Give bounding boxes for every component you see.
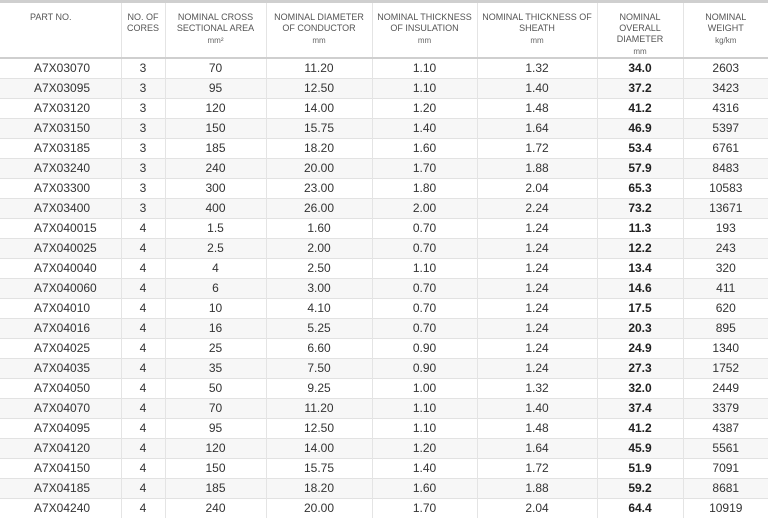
cell-cores: 3 — [121, 79, 165, 99]
cell-cross-section: 300 — [165, 179, 266, 199]
cell-conductor-diameter: 15.75 — [266, 459, 372, 479]
cell-insulation-thickness: 2.00 — [372, 199, 477, 219]
table-row — [0, 139, 768, 159]
header-cross-section: NOMINAL CROSS SECTIONAL AREA mm² — [165, 2, 266, 59]
cell-weight: 3423 — [683, 79, 768, 99]
cell-part-no: A7X03185 — [0, 139, 121, 159]
cell-sheath-thickness: 1.32 — [477, 58, 597, 79]
cell-insulation-thickness: 0.70 — [372, 219, 477, 239]
cell-cores: 4 — [121, 259, 165, 279]
cell-weight: 7091 — [683, 459, 768, 479]
cell-sheath-thickness: 1.24 — [477, 359, 597, 379]
cell-conductor-diameter: 15.75 — [266, 119, 372, 139]
cell-part-no: A7X040015 — [0, 219, 121, 239]
cell-weight: 8483 — [683, 159, 768, 179]
cell-overall-diameter: 13.4 — [597, 259, 683, 279]
cell-cross-section: 150 — [165, 459, 266, 479]
cell-part-no: A7X03400 — [0, 199, 121, 219]
cell-cross-section: 4 — [165, 259, 266, 279]
cell-conductor-diameter: 18.20 — [266, 139, 372, 159]
table-row — [0, 499, 768, 518]
cell-cross-section: 16 — [165, 319, 266, 339]
cell-cross-section: 2.5 — [165, 239, 266, 259]
cell-insulation-thickness: 1.10 — [372, 399, 477, 419]
cell-overall-diameter: 24.9 — [597, 339, 683, 359]
table-row — [0, 79, 768, 99]
cell-weight: 6761 — [683, 139, 768, 159]
cell-overall-diameter: 34.0 — [597, 58, 683, 79]
cell-weight: 10919 — [683, 499, 768, 518]
cell-conductor-diameter: 7.50 — [266, 359, 372, 379]
cell-overall-diameter: 45.9 — [597, 439, 683, 459]
table-row — [0, 58, 768, 79]
table-row — [0, 199, 768, 219]
cell-overall-diameter: 32.0 — [597, 379, 683, 399]
table-row — [0, 159, 768, 179]
cell-cross-section: 240 — [165, 499, 266, 518]
cell-cores: 3 — [121, 119, 165, 139]
table-row — [0, 459, 768, 479]
cell-cores: 4 — [121, 359, 165, 379]
cell-cores: 4 — [121, 399, 165, 419]
cell-part-no: A7X040025 — [0, 239, 121, 259]
cell-conductor-diameter: 12.50 — [266, 79, 372, 99]
cell-insulation-thickness: 1.10 — [372, 419, 477, 439]
table-body — [0, 58, 768, 518]
cell-part-no: A7X04035 — [0, 359, 121, 379]
table-row — [0, 359, 768, 379]
cell-conductor-diameter: 5.25 — [266, 319, 372, 339]
cell-part-no: A7X04095 — [0, 419, 121, 439]
cell-part-no: A7X04016 — [0, 319, 121, 339]
cell-insulation-thickness: 0.90 — [372, 359, 477, 379]
header-row — [0, 2, 768, 59]
cell-overall-diameter: 14.6 — [597, 279, 683, 299]
header-unit: mm — [376, 35, 474, 46]
cell-overall-diameter: 73.2 — [597, 199, 683, 219]
cell-cross-section: 70 — [165, 58, 266, 79]
cell-weight: 1340 — [683, 339, 768, 359]
cell-insulation-thickness: 1.40 — [372, 119, 477, 139]
cell-overall-diameter: 27.3 — [597, 359, 683, 379]
cell-conductor-diameter: 14.00 — [266, 99, 372, 119]
cell-weight: 320 — [683, 259, 768, 279]
cell-insulation-thickness: 1.20 — [372, 99, 477, 119]
cell-insulation-thickness: 1.20 — [372, 439, 477, 459]
cell-cross-section: 95 — [165, 419, 266, 439]
cell-insulation-thickness: 1.00 — [372, 379, 477, 399]
cell-overall-diameter: 59.2 — [597, 479, 683, 499]
cell-sheath-thickness: 1.88 — [477, 159, 597, 179]
cell-insulation-thickness: 0.70 — [372, 239, 477, 259]
cell-cores: 4 — [121, 239, 165, 259]
cell-cores: 4 — [121, 299, 165, 319]
cell-conductor-diameter: 2.00 — [266, 239, 372, 259]
cell-part-no: A7X04120 — [0, 439, 121, 459]
cell-overall-diameter: 46.9 — [597, 119, 683, 139]
cell-overall-diameter: 20.3 — [597, 319, 683, 339]
cell-weight: 193 — [683, 219, 768, 239]
cell-conductor-diameter: 14.00 — [266, 439, 372, 459]
cell-cores: 4 — [121, 319, 165, 339]
cell-cores: 3 — [121, 199, 165, 219]
cell-sheath-thickness: 1.40 — [477, 399, 597, 419]
header-sheath-thickness: NOMINAL THICKNESS OF SHEATH mm — [477, 2, 597, 59]
cell-insulation-thickness: 1.60 — [372, 479, 477, 499]
cell-sheath-thickness: 1.64 — [477, 439, 597, 459]
cell-part-no: A7X04050 — [0, 379, 121, 399]
cell-cores: 3 — [121, 179, 165, 199]
cell-conductor-diameter: 26.00 — [266, 199, 372, 219]
cell-insulation-thickness: 1.80 — [372, 179, 477, 199]
cell-overall-diameter: 37.4 — [597, 399, 683, 419]
cell-conductor-diameter: 11.20 — [266, 399, 372, 419]
cell-insulation-thickness: 1.40 — [372, 459, 477, 479]
cell-cores: 4 — [121, 439, 165, 459]
table-row — [0, 99, 768, 119]
cell-cross-section: 400 — [165, 199, 266, 219]
table-row — [0, 219, 768, 239]
header-overall-diameter: NOMINAL OVERALL DIAMETER mm — [597, 2, 683, 59]
cell-overall-diameter: 41.2 — [597, 419, 683, 439]
cell-weight: 4387 — [683, 419, 768, 439]
cell-sheath-thickness: 2.04 — [477, 179, 597, 199]
cell-insulation-thickness: 0.70 — [372, 279, 477, 299]
cell-weight: 5561 — [683, 439, 768, 459]
cell-conductor-diameter: 9.25 — [266, 379, 372, 399]
cell-sheath-thickness: 1.64 — [477, 119, 597, 139]
cell-insulation-thickness: 1.70 — [372, 159, 477, 179]
cell-insulation-thickness: 1.10 — [372, 58, 477, 79]
cell-part-no: A7X03300 — [0, 179, 121, 199]
cell-cores: 4 — [121, 479, 165, 499]
cell-conductor-diameter: 18.20 — [266, 479, 372, 499]
cell-insulation-thickness: 1.10 — [372, 259, 477, 279]
table-row — [0, 119, 768, 139]
table-row — [0, 339, 768, 359]
cell-weight: 620 — [683, 299, 768, 319]
cell-sheath-thickness: 1.48 — [477, 99, 597, 119]
cell-sheath-thickness: 1.24 — [477, 259, 597, 279]
header-unit: mm — [481, 35, 594, 46]
cell-sheath-thickness: 1.88 — [477, 479, 597, 499]
cell-cross-section: 150 — [165, 119, 266, 139]
cell-insulation-thickness: 0.70 — [372, 319, 477, 339]
cell-cross-section: 185 — [165, 139, 266, 159]
cell-sheath-thickness: 1.48 — [477, 419, 597, 439]
cell-overall-diameter: 57.9 — [597, 159, 683, 179]
cell-cores: 4 — [121, 279, 165, 299]
cell-cores: 3 — [121, 99, 165, 119]
header-unit: mm — [270, 35, 369, 46]
cell-insulation-thickness: 0.90 — [372, 339, 477, 359]
cell-conductor-diameter: 4.10 — [266, 299, 372, 319]
cell-weight: 2449 — [683, 379, 768, 399]
cell-overall-diameter: 64.4 — [597, 499, 683, 518]
cell-conductor-diameter: 12.50 — [266, 419, 372, 439]
cell-sheath-thickness: 2.04 — [477, 499, 597, 518]
cell-insulation-thickness: 0.70 — [372, 299, 477, 319]
cell-overall-diameter: 41.2 — [597, 99, 683, 119]
cell-cores: 4 — [121, 459, 165, 479]
cell-part-no: A7X04010 — [0, 299, 121, 319]
header-part-no: PART NO. — [0, 2, 121, 59]
table-row — [0, 379, 768, 399]
header-unit: mm² — [169, 35, 263, 46]
cell-cross-section: 95 — [165, 79, 266, 99]
cell-weight: 4316 — [683, 99, 768, 119]
cell-part-no: A7X040060 — [0, 279, 121, 299]
cell-cross-section: 70 — [165, 399, 266, 419]
cell-overall-diameter: 37.2 — [597, 79, 683, 99]
cell-sheath-thickness: 1.24 — [477, 319, 597, 339]
table-header — [0, 2, 768, 59]
cell-weight: 895 — [683, 319, 768, 339]
header-cores: NO. OF CORES — [121, 2, 165, 59]
cell-overall-diameter: 17.5 — [597, 299, 683, 319]
cell-sheath-thickness: 1.72 — [477, 139, 597, 159]
cell-cores: 3 — [121, 58, 165, 79]
cell-cores: 4 — [121, 379, 165, 399]
cell-cores: 4 — [121, 499, 165, 518]
cell-conductor-diameter: 20.00 — [266, 159, 372, 179]
cell-cores: 3 — [121, 139, 165, 159]
cell-conductor-diameter: 20.00 — [266, 499, 372, 518]
header-unit: mm — [601, 46, 680, 57]
cell-part-no: A7X04150 — [0, 459, 121, 479]
cell-sheath-thickness: 1.24 — [477, 239, 597, 259]
cell-cross-section: 50 — [165, 379, 266, 399]
cell-cores: 4 — [121, 419, 165, 439]
cell-overall-diameter: 65.3 — [597, 179, 683, 199]
cell-part-no: A7X04185 — [0, 479, 121, 499]
cell-conductor-diameter: 3.00 — [266, 279, 372, 299]
header-insulation-thickness: NOMINAL THICKNESS OF INSULATION mm — [372, 2, 477, 59]
cell-cross-section: 6 — [165, 279, 266, 299]
cell-insulation-thickness: 1.60 — [372, 139, 477, 159]
header-conductor-diameter: NOMINAL DIAMETER OF CONDUCTOR mm — [266, 2, 372, 59]
cell-conductor-diameter: 6.60 — [266, 339, 372, 359]
cell-cross-section: 25 — [165, 339, 266, 359]
cell-weight: 10583 — [683, 179, 768, 199]
cell-weight: 243 — [683, 239, 768, 259]
cell-sheath-thickness: 1.24 — [477, 299, 597, 319]
cell-part-no: A7X03095 — [0, 79, 121, 99]
cell-part-no: A7X040040 — [0, 259, 121, 279]
cell-sheath-thickness: 1.24 — [477, 279, 597, 299]
cell-weight: 411 — [683, 279, 768, 299]
table-row — [0, 419, 768, 439]
cell-part-no: A7X03240 — [0, 159, 121, 179]
cell-cross-section: 120 — [165, 99, 266, 119]
cell-sheath-thickness: 1.32 — [477, 379, 597, 399]
cell-cross-section: 120 — [165, 439, 266, 459]
cell-part-no: A7X04025 — [0, 339, 121, 359]
table-row — [0, 439, 768, 459]
cell-cross-section: 35 — [165, 359, 266, 379]
table-row — [0, 259, 768, 279]
header-weight: NOMINAL WEIGHT kg/km — [683, 2, 768, 59]
table-row — [0, 399, 768, 419]
cell-cores: 3 — [121, 159, 165, 179]
cell-part-no: A7X03150 — [0, 119, 121, 139]
cell-weight: 1752 — [683, 359, 768, 379]
cell-sheath-thickness: 1.40 — [477, 79, 597, 99]
cell-cores: 4 — [121, 339, 165, 359]
cell-sheath-thickness: 1.72 — [477, 459, 597, 479]
table-row — [0, 239, 768, 259]
table-row — [0, 179, 768, 199]
cell-sheath-thickness: 1.24 — [477, 339, 597, 359]
cell-overall-diameter: 12.2 — [597, 239, 683, 259]
cell-insulation-thickness: 1.70 — [372, 499, 477, 518]
table-row — [0, 479, 768, 499]
cell-conductor-diameter: 2.50 — [266, 259, 372, 279]
cell-part-no: A7X03070 — [0, 58, 121, 79]
cell-sheath-thickness: 2.24 — [477, 199, 597, 219]
cell-conductor-diameter: 23.00 — [266, 179, 372, 199]
cell-cross-section: 10 — [165, 299, 266, 319]
cell-part-no: A7X04240 — [0, 499, 121, 518]
cell-conductor-diameter: 1.60 — [266, 219, 372, 239]
cell-weight: 3379 — [683, 399, 768, 419]
cell-overall-diameter: 53.4 — [597, 139, 683, 159]
cell-cores: 4 — [121, 219, 165, 239]
cell-weight: 5397 — [683, 119, 768, 139]
cell-cross-section: 1.5 — [165, 219, 266, 239]
cell-overall-diameter: 11.3 — [597, 219, 683, 239]
cell-cross-section: 185 — [165, 479, 266, 499]
cell-cross-section: 240 — [165, 159, 266, 179]
table-row — [0, 319, 768, 339]
cell-insulation-thickness: 1.10 — [372, 79, 477, 99]
cell-part-no: A7X04070 — [0, 399, 121, 419]
cell-weight: 13671 — [683, 199, 768, 219]
cell-sheath-thickness: 1.24 — [477, 219, 597, 239]
cell-part-no: A7X03120 — [0, 99, 121, 119]
table-row — [0, 299, 768, 319]
header-unit: kg/km — [687, 35, 766, 46]
table-row — [0, 279, 768, 299]
cell-weight: 2603 — [683, 58, 768, 79]
cell-weight: 8681 — [683, 479, 768, 499]
cell-conductor-diameter: 11.20 — [266, 58, 372, 79]
cell-overall-diameter: 51.9 — [597, 459, 683, 479]
